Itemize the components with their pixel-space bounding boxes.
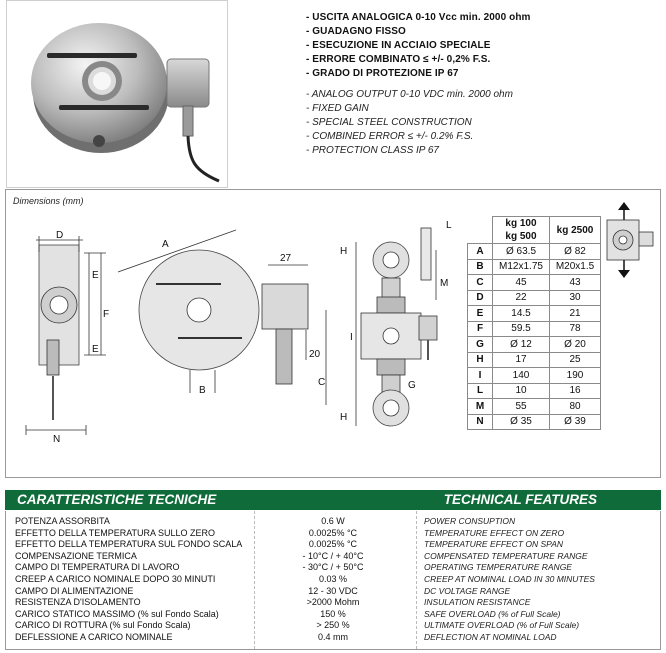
technical-title-it: CARATTERISTICHE TECNICHE bbox=[17, 492, 217, 507]
dimensions-key: A bbox=[468, 244, 493, 260]
technical-table bbox=[5, 511, 661, 650]
dimensions-value-kg2500: 78 bbox=[550, 321, 601, 337]
spec-value: >2000 Mohm bbox=[306, 597, 360, 608]
spec-name-en: DC VOLTAGE RANGE bbox=[424, 585, 511, 596]
spec-value: 150 % bbox=[320, 608, 346, 619]
dimensions-value-kg100-500: 140 bbox=[493, 368, 550, 384]
spec-name-en: TEMPERATURE EFFECT ON ZERO bbox=[424, 527, 565, 538]
feature-it: - GUADAGNO FISSO bbox=[306, 26, 406, 37]
spec-row bbox=[6, 574, 660, 585]
spec-name-it: CARICO DI ROTTURA (% sul Fondo Scala) bbox=[15, 620, 191, 631]
dim-label-a: A bbox=[162, 239, 169, 250]
dimensions-value-kg2500: Ø 20 bbox=[550, 337, 601, 353]
spec-name-en: CREEP AT NOMINAL LOAD IN 30 MINUTES bbox=[424, 574, 595, 584]
eyebolt-assembly-drawing bbox=[356, 228, 437, 426]
feature-en: - COMBINED ERROR ≤ +/- 0.2% F.S. bbox=[306, 131, 474, 142]
dimensions-row bbox=[468, 383, 601, 399]
dimensions-value-kg2500: M20x1.5 bbox=[550, 259, 601, 275]
feature-it: - ESECUZIONE IN ACCIAIO SPECIALE bbox=[306, 40, 491, 51]
dimensions-key: F bbox=[468, 321, 493, 337]
dimensions-row bbox=[468, 259, 601, 275]
dimensions-value-kg100-500: Ø 63.5 bbox=[493, 244, 550, 260]
dim-label-f: F bbox=[103, 309, 110, 320]
dimensions-panel bbox=[5, 189, 661, 478]
dim-label-m: M bbox=[440, 278, 449, 289]
spec-row bbox=[6, 597, 660, 608]
dimensions-key: B bbox=[468, 259, 493, 275]
dimensions-row bbox=[468, 290, 601, 306]
spec-name-en: OPERATING TEMPERATURE RANGE bbox=[424, 562, 572, 573]
spec-row bbox=[6, 620, 660, 631]
spec-value: 0.4 mm bbox=[317, 632, 348, 642]
features-list bbox=[306, 11, 656, 158]
spec-name-it: EFFETTO DELLA TEMPERATURA SULLO ZERO bbox=[15, 527, 216, 538]
feature-en: - PROTECTION CLASS IP 67 bbox=[306, 145, 439, 156]
spec-name-it: CARICO STATICO MASSIMO (% sul Fondo Scala) bbox=[15, 608, 219, 619]
spec-name-en: DEFLECTION AT NOMINAL LOAD bbox=[424, 632, 557, 642]
dimensions-row bbox=[468, 368, 601, 384]
dimensions-value-kg100-500: 55 bbox=[493, 399, 550, 415]
dimensions-value-kg100-500: Ø 35 bbox=[493, 414, 550, 430]
dimensions-row bbox=[468, 275, 601, 291]
dim-label-g: G bbox=[408, 380, 416, 391]
dimensions-key: L bbox=[468, 383, 493, 399]
dim-label-e: E bbox=[92, 270, 99, 281]
dimensions-value-kg2500: 43 bbox=[550, 275, 601, 291]
spec-row bbox=[6, 516, 660, 527]
dim-label-h2: H bbox=[340, 412, 348, 423]
dimensions-key: D bbox=[468, 290, 493, 306]
dim-label-d: D bbox=[56, 230, 64, 241]
spec-value: 12 - 30 VDC bbox=[308, 585, 358, 596]
spec-name-en: ULTIMATE OVERLOAD (% of Full Scale) bbox=[424, 620, 580, 631]
spec-row bbox=[6, 586, 660, 597]
dimensions-value-kg2500: 190 bbox=[550, 368, 601, 384]
dim-label-b: B bbox=[199, 385, 206, 396]
dim-label-l: L bbox=[446, 220, 452, 231]
feature-it: - ERRORE COMBINATO ≤ +/- 0,2% F.S. bbox=[306, 54, 491, 65]
dimensions-table bbox=[467, 216, 601, 430]
spec-row bbox=[6, 528, 660, 539]
dimensions-value-kg100-500: M12x1.75 bbox=[493, 259, 550, 275]
features-english bbox=[306, 88, 656, 158]
dimensions-caption: Dimensions (mm) bbox=[13, 196, 84, 206]
spec-value: 0.0025% °C bbox=[308, 527, 358, 538]
dimensions-row bbox=[468, 352, 601, 368]
dim-label-i: I bbox=[350, 332, 353, 343]
spec-value: - 30°C / + 50°C bbox=[302, 562, 364, 573]
spec-name-it: CAMPO DI ALIMENTAZIONE bbox=[15, 585, 134, 596]
dimensions-key: E bbox=[468, 306, 493, 322]
dimensions-key: H bbox=[468, 352, 493, 368]
dimensions-value-kg100-500: 14.5 bbox=[493, 306, 550, 322]
spec-name-en: POWER CONSUPTION bbox=[424, 516, 516, 526]
feature-en: - ANALOG OUTPUT 0-10 VDC min. 2000 ohm bbox=[306, 89, 513, 100]
dimensions-value-kg2500: 30 bbox=[550, 290, 601, 306]
col-head-kg100-500 bbox=[493, 217, 550, 244]
dim-label-e2: E bbox=[92, 344, 99, 355]
dimensions-value-kg2500: 16 bbox=[550, 383, 601, 399]
spec-row bbox=[6, 632, 660, 643]
spec-name-en: INSULATION RESISTANCE bbox=[424, 597, 531, 608]
dimensions-key: G bbox=[468, 337, 493, 353]
spec-name-it: POTENZA ASSORBITA bbox=[15, 516, 110, 526]
technical-title-en: TECHNICAL FEATURES bbox=[443, 492, 597, 507]
spec-row bbox=[6, 551, 660, 562]
dimensions-value-kg2500: 25 bbox=[550, 352, 601, 368]
spec-name-en: COMPENSATED TEMPERATURE RANGE bbox=[424, 550, 588, 561]
front-view-drawing bbox=[118, 230, 326, 405]
feature-en: - SPECIAL STEEL CONSTRUCTION bbox=[306, 117, 472, 128]
feature-it: - USCITA ANALOGICA 0-10 Vcc min. 2000 ohm bbox=[306, 12, 531, 23]
spec-value: 0.6 W bbox=[321, 516, 345, 526]
spec-name-en: SAFE OVERLOAD (% of Full Scale) bbox=[424, 608, 561, 619]
spec-value: - 10°C / + 40°C bbox=[302, 550, 364, 561]
spec-row bbox=[6, 609, 660, 620]
spec-value: 0.03 % bbox=[318, 574, 348, 584]
spec-row bbox=[6, 562, 660, 573]
feature-it: - GRADO DI PROTEZIONE IP 67 bbox=[306, 68, 459, 79]
features-italian bbox=[306, 11, 656, 81]
technical-header bbox=[5, 490, 661, 510]
dimensions-value-kg2500: 80 bbox=[550, 399, 601, 415]
side-view-drawing bbox=[26, 236, 106, 435]
dimensions-value-kg100-500: 22 bbox=[493, 290, 550, 306]
dimensions-key: N bbox=[468, 414, 493, 430]
spec-name-it: COMPENSAZIONE TERMICA bbox=[15, 550, 137, 561]
spec-row bbox=[6, 539, 660, 550]
spec-name-en: TEMPERATURE EFFECT ON SPAN bbox=[424, 539, 564, 550]
dim-label-20: 20 bbox=[309, 349, 321, 360]
load-direction-icon bbox=[607, 202, 653, 278]
dimensions-key: M bbox=[468, 399, 493, 415]
spec-value: 0.0025% °C bbox=[308, 539, 358, 550]
spec-name-it: EFFETTO DELLA TEMPERATURA SUL FONDO SCALA bbox=[15, 539, 243, 550]
dim-label-h: H bbox=[340, 246, 348, 257]
spec-name-it: CAMPO DI TEMPERATURA DI LAVORO bbox=[15, 562, 180, 573]
dimensions-value-kg100-500: 59.5 bbox=[493, 321, 550, 337]
dimensions-row bbox=[468, 306, 601, 322]
dimensions-key: C bbox=[468, 275, 493, 291]
dimensions-value-kg2500: Ø 82 bbox=[550, 244, 601, 260]
dim-label-n: N bbox=[53, 434, 61, 445]
col-head-kg500: kg 500 bbox=[505, 231, 537, 242]
feature-en: - FIXED GAIN bbox=[306, 103, 369, 114]
dimensions-row bbox=[468, 337, 601, 353]
dimensions-value-kg100-500: 10 bbox=[493, 383, 550, 399]
dimensions-row bbox=[468, 399, 601, 415]
dimensions-value-kg2500: 21 bbox=[550, 306, 601, 322]
col-head-kg100: kg 100 bbox=[505, 218, 537, 229]
dimensions-row bbox=[468, 244, 601, 260]
dimensions-row bbox=[468, 414, 601, 430]
col-head-kg2500: kg 2500 bbox=[550, 217, 601, 244]
dimensions-key: I bbox=[468, 368, 493, 384]
dim-label-c: C bbox=[318, 377, 326, 388]
dimensions-value-kg100-500: Ø 12 bbox=[493, 337, 550, 353]
spec-value: > 250 % bbox=[316, 620, 350, 631]
product-photo bbox=[6, 0, 228, 188]
dimensions-row bbox=[468, 321, 601, 337]
spec-name-it: CREEP A CARICO NOMINALE DOPO 30 MINUTI bbox=[15, 574, 216, 584]
spec-name-it: RESISTENZA D'ISOLAMENTO bbox=[15, 597, 141, 608]
dim-label-27: 27 bbox=[280, 253, 292, 264]
dimensions-value-kg100-500: 17 bbox=[493, 352, 550, 368]
dimensions-value-kg2500: Ø 39 bbox=[550, 414, 601, 430]
dimensions-value-kg100-500: 45 bbox=[493, 275, 550, 291]
spec-name-it: DEFLESSIONE A CARICO NOMINALE bbox=[15, 632, 173, 642]
load-cell-photo-illustration bbox=[7, 1, 227, 187]
